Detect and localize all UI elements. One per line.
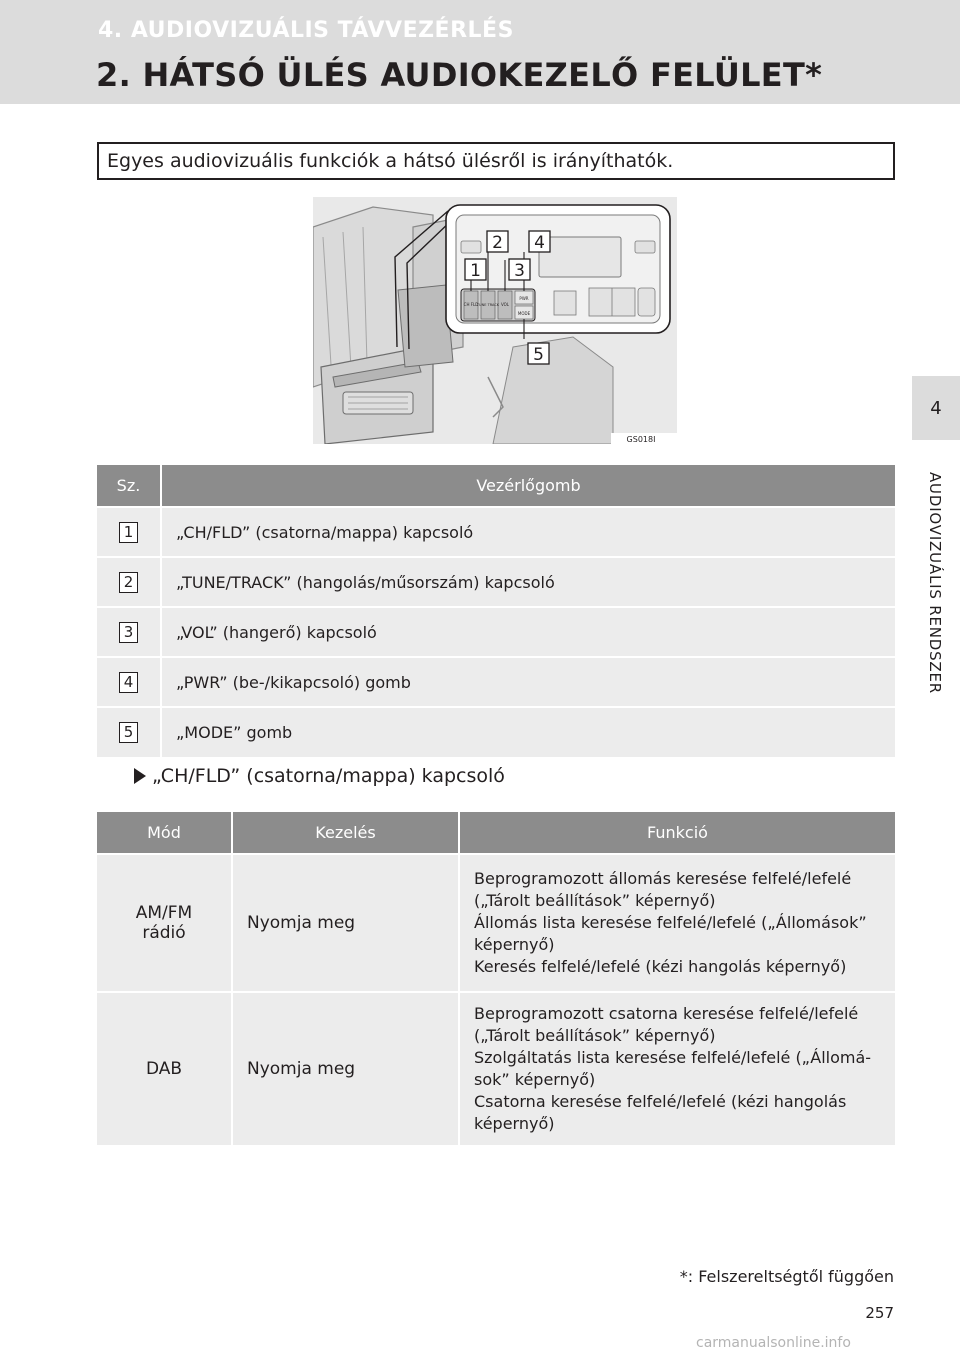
- mode-name-line2: rádió: [142, 923, 186, 943]
- row-description: „CH/FLD” (csatorna/mappa) kapcsoló: [161, 507, 895, 557]
- function-line: képernyő): [474, 935, 555, 954]
- col-header-function: Funkció: [459, 812, 895, 854]
- row-description: „VOL” (hangerő) kapcsoló: [161, 607, 895, 657]
- chapter-side-label: [910, 448, 960, 718]
- rear-seat-control-figure: [313, 197, 677, 444]
- sub-heading-text: „CH/FLD” (csatorna/mappa) kapcsoló: [152, 765, 505, 787]
- row-description: „MODE” gomb: [161, 707, 895, 757]
- callout-1: 1: [470, 261, 481, 281]
- modes-header-row: [97, 812, 895, 854]
- row-number-cell: [97, 557, 161, 607]
- callout-5: 5: [533, 345, 544, 365]
- function-line: Állomás lista keresése felfelé/lefelé („Állomások”: [474, 913, 867, 932]
- function-line: Szolgáltatás lista keresése felfelé/lefelé („Állomá-: [474, 1048, 872, 1067]
- row-number-cell: [97, 707, 161, 757]
- function-line: („Tárolt beállítások” képernyő): [474, 891, 716, 910]
- callout-4: 4: [534, 233, 545, 253]
- table-row: [97, 607, 895, 657]
- tune-track-label: TUNE TRACK: [476, 303, 500, 307]
- col-header-control: Vezérlőgomb: [161, 465, 895, 507]
- pwr-label: PWR: [519, 296, 529, 301]
- row-number: 2: [119, 572, 138, 593]
- table-row: [97, 707, 895, 757]
- page-title: 2. HÁTSÓ ÜLÉS AUDIOKEZELŐ FELÜLET*: [96, 56, 823, 94]
- footnote: *: Felszereltségtől függően: [679, 1267, 894, 1286]
- row-number: 1: [119, 522, 138, 543]
- callout-3: 3: [514, 261, 525, 281]
- function-line: Keresés felfelé/lefelé (kézi hangolás képernyő): [474, 957, 847, 976]
- triangle-bullet-icon: [134, 768, 146, 784]
- callout-2: 2: [492, 233, 503, 253]
- function-line: Csatorna keresése felfelé/lefelé (kézi hangolás: [474, 1092, 847, 1111]
- table-row: [97, 854, 895, 992]
- section-title: 4. AUDIOVIZUÁLIS TÁVVEZÉRLÉS: [98, 18, 514, 43]
- controls-header-row: [97, 465, 895, 507]
- operation-cell: Nyomja meg: [232, 992, 459, 1145]
- col-header-number: Sz.: [97, 465, 161, 507]
- col-header-mode: Mód: [97, 812, 232, 854]
- row-number: 3: [119, 622, 138, 643]
- table-row: [97, 657, 895, 707]
- vol-label: VOL: [500, 302, 510, 307]
- mode-cell: [97, 854, 232, 992]
- ch-fld-label: CH FLD: [463, 302, 479, 307]
- sub-heading: [134, 765, 505, 787]
- table-row: [97, 507, 895, 557]
- page-number: 257: [865, 1304, 894, 1322]
- chapter-tab[interactable]: 4: [912, 376, 960, 440]
- row-number-cell: [97, 607, 161, 657]
- mode-name: AM/FM: [135, 903, 193, 923]
- rear-seat-illustration: [313, 197, 677, 444]
- mode-name: DAB: [145, 1059, 183, 1079]
- mode-label: MODE: [517, 311, 531, 316]
- row-description: „TUNE/TRACK” (hangolás/műsorszám) kapcsoló: [161, 557, 895, 607]
- row-number-cell: [97, 657, 161, 707]
- row-number-cell: [97, 507, 161, 557]
- operation-cell: Nyomja meg: [232, 854, 459, 992]
- function-line: Beprogramozott csatorna keresése felfelé/lefelé: [474, 1004, 859, 1023]
- function-line: sok” képernyő): [474, 1070, 596, 1089]
- row-description: „PWR” (be-/kikapcsoló) gomb: [161, 657, 895, 707]
- intro-box: Egyes audiovizuális funkciók a hátsó ülésről is irányíthatók.: [97, 142, 895, 180]
- function-cell: [459, 854, 895, 992]
- function-line: („Tárolt beállítások” képernyő): [474, 1026, 716, 1045]
- col-header-operation: Kezelés: [232, 812, 459, 854]
- function-line: képernyő): [474, 1114, 555, 1133]
- controls-table: [97, 465, 895, 757]
- chapter-side-label-text: AUDIOVIZUÁLIS RENDSZER: [926, 472, 944, 694]
- row-number: 5: [119, 722, 138, 743]
- watermark[interactable]: carmanualsonline.info: [696, 1335, 851, 1351]
- function-cell: [459, 992, 895, 1145]
- table-row: [97, 557, 895, 607]
- row-number: 4: [119, 672, 138, 693]
- mode-cell: [97, 992, 232, 1145]
- figure-code: GS018I: [626, 435, 656, 444]
- function-line: Beprogramozott állomás keresése felfelé/lefelé: [474, 869, 852, 888]
- modes-table: [97, 812, 895, 1145]
- table-row: [97, 992, 895, 1145]
